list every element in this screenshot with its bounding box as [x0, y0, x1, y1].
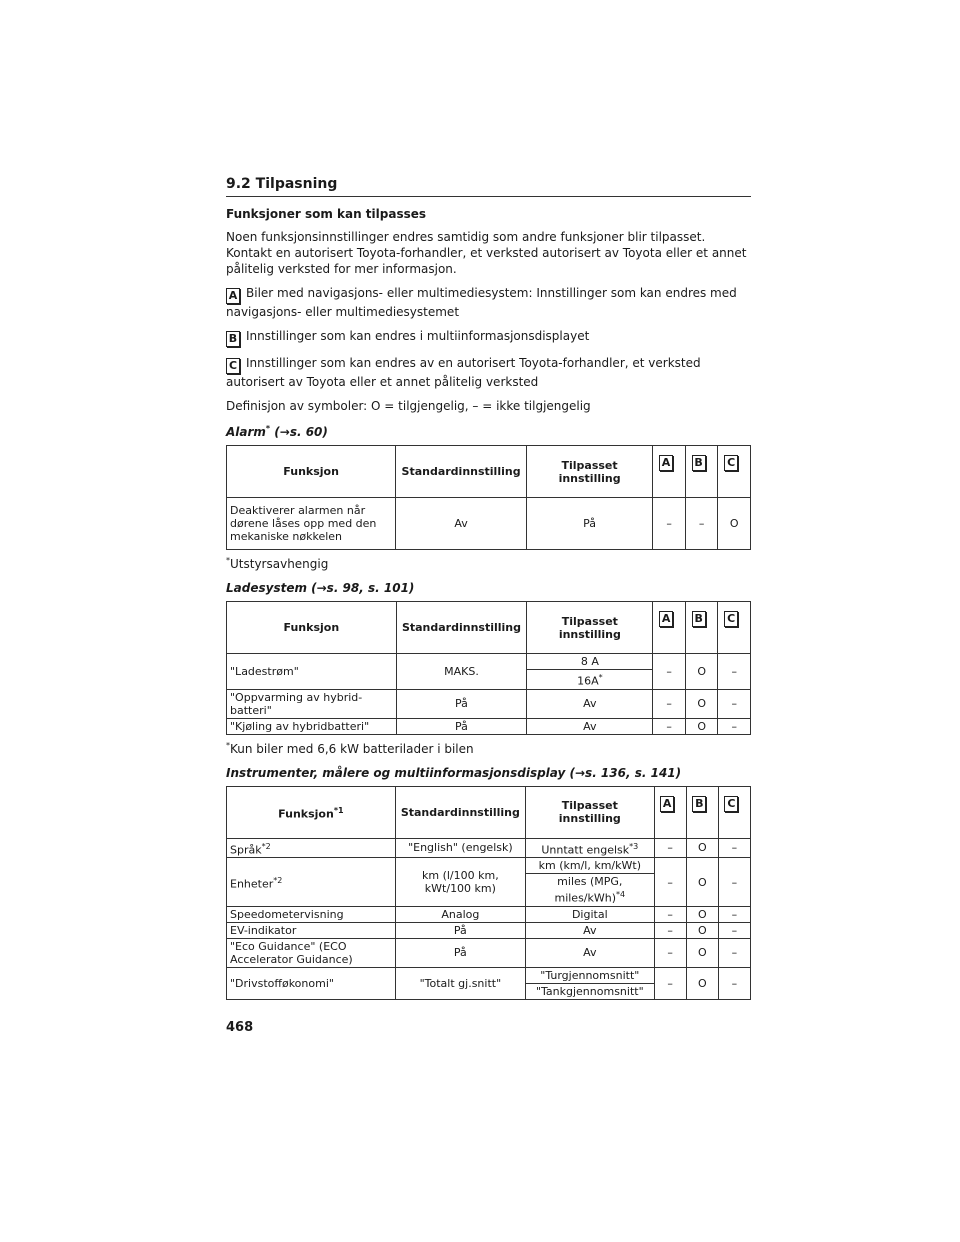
cell-c: – — [718, 689, 751, 718]
header-b — [686, 786, 718, 838]
legend-a-text: Biler med navigasjons- eller multimediesystem: Innstillinger som kan endres med navigasjons- eller multimediesystemet — [226, 286, 737, 319]
page-number: 468 — [226, 1020, 254, 1035]
table-row — [227, 498, 751, 550]
section-title: 9.2 Tilpasning — [226, 176, 751, 197]
a-badge-icon: A — [660, 796, 674, 812]
cell-c: – — [718, 654, 751, 690]
table-header-row — [227, 602, 751, 654]
symbol-definition: Definisjon av symboler: O = tilgjengelig, – = ikke tilgjengelig — [226, 399, 591, 413]
cell-custom: Av — [527, 689, 653, 718]
header-c — [718, 786, 750, 838]
intro-paragraph: Noen funksjonsinnstillinger endres samtidig som andre funksjoner blir tilpasset. Kontakt en autorisert Toyota-forhandler, et verksted autorisert av Toyota eller et annet pålitelig verksted for mer informasjon. — [226, 230, 747, 276]
cell-a: – — [654, 967, 686, 999]
cell-custom: 8 A — [527, 654, 653, 670]
cell-custom: Av — [526, 922, 655, 938]
header-b — [685, 602, 718, 654]
cell-c: – — [718, 838, 750, 858]
cell-default: "English" (engelsk) — [395, 838, 525, 858]
cell-b: O — [685, 654, 718, 690]
a-badge-icon: A — [226, 288, 240, 304]
header-b — [685, 446, 718, 498]
header-a — [654, 786, 686, 838]
cell-custom: Av — [526, 938, 655, 967]
cell-b: O — [686, 938, 718, 967]
cell-custom: miles (MPG, miles/kWh)$^{*4}$ — [526, 874, 655, 907]
b-badge-icon: B — [692, 455, 706, 471]
manual-page — [226, 176, 751, 1000]
alarm-table — [226, 445, 751, 550]
cell-b: O — [685, 718, 718, 734]
cell-custom: Av — [527, 718, 653, 734]
legend-c-text: Innstillinger som kan endres av en autorisert Toyota-forhandler, et verksted autorisert av Toyota eller et annet pålitelig verksted — [226, 356, 701, 389]
cell-custom: km (km/l, km/kWt) — [526, 858, 655, 874]
alarm-table-title: Alarm* (→s. 60) — [226, 424, 328, 439]
header-default: Standardinnstilling — [396, 602, 527, 654]
cell-custom: På — [526, 498, 652, 550]
cell-custom: Unntatt engelsk$^{*3}$ — [526, 838, 655, 858]
header-default: Standardinnstilling — [396, 446, 527, 498]
cell-c: – — [718, 938, 750, 967]
table-row — [227, 938, 751, 967]
alarm-footnote: *Utstyrsavhengig — [226, 556, 329, 571]
header-function: Funksjon — [227, 602, 397, 654]
header-function: Funksjon$^{*1}$ — [227, 786, 396, 838]
cell-a: – — [653, 654, 686, 690]
cell-c: – — [718, 922, 750, 938]
instrument-table-title: Instrumenter, målere og multiinformasjonsdisplay (→s. 136, s. 141) — [226, 765, 682, 780]
cell-default: MAKS. — [396, 654, 527, 690]
table-header-row — [227, 446, 751, 498]
cell-a: – — [653, 689, 686, 718]
cell-default: Analog — [395, 906, 525, 922]
charging-table — [226, 601, 751, 735]
cell-custom: "Tankgjennomsnitt" — [526, 983, 655, 999]
cell-b: O — [686, 906, 718, 922]
legend-a — [226, 285, 751, 320]
cell-a: – — [654, 906, 686, 922]
table-row — [227, 838, 751, 858]
b-badge-icon: B — [692, 611, 706, 627]
cell-default: På — [395, 938, 525, 967]
cell-a: – — [653, 498, 686, 550]
table-row — [227, 689, 751, 718]
legend-b — [226, 328, 751, 347]
cell-function: "Drivstofføkonomi" — [227, 967, 396, 999]
b-badge-icon: B — [692, 796, 706, 812]
cell-b: O — [686, 858, 718, 907]
cell-c: – — [718, 906, 750, 922]
cell-default: Av — [396, 498, 527, 550]
cell-function: "Oppvarming av hybrid-batteri" — [227, 689, 397, 718]
a-badge-icon: A — [659, 611, 673, 627]
instrument-table — [226, 786, 751, 1000]
cell-default: På — [395, 922, 525, 938]
c-badge-icon: C — [724, 796, 738, 812]
cell-b: O — [686, 922, 718, 938]
header-custom: Tilpasset innstilling — [527, 602, 653, 654]
cell-default: "Totalt gj.snitt" — [395, 967, 525, 999]
cell-a: – — [653, 718, 686, 734]
header-custom: Tilpasset innstilling — [526, 786, 655, 838]
table-row — [227, 858, 751, 874]
cell-default: km (l/100 km, kWt/100 km) — [395, 858, 525, 907]
cell-function: Deaktiverer alarmen når dørene låses opp med den mekaniske nøkkelen — [227, 498, 396, 550]
header-function: Funksjon — [227, 446, 396, 498]
cell-c: – — [718, 718, 751, 734]
cell-default: På — [396, 718, 527, 734]
header-a — [653, 602, 686, 654]
cell-custom: 16A* — [527, 670, 653, 690]
cell-function: "Kjøling av hybridbatteri" — [227, 718, 397, 734]
cell-c: – — [718, 858, 750, 907]
cell-function: Speedometervisning — [227, 906, 396, 922]
cell-custom: "Turgjennomsnitt" — [526, 967, 655, 983]
table-row — [227, 906, 751, 922]
cell-c: – — [718, 967, 750, 999]
cell-b: O — [685, 689, 718, 718]
b-badge-icon: B — [226, 331, 240, 347]
table-row — [227, 967, 751, 983]
legend-c — [226, 355, 751, 390]
c-badge-icon: C — [724, 611, 738, 627]
cell-a: – — [654, 838, 686, 858]
cell-c: O — [718, 498, 751, 550]
cell-b: O — [686, 838, 718, 858]
cell-default: På — [396, 689, 527, 718]
cell-custom: Digital — [526, 906, 655, 922]
subheading: Funksjoner som kan tilpasses — [226, 207, 427, 221]
charging-table-title: Ladesystem (→s. 98, s. 101) — [226, 581, 415, 595]
cell-function: EV-indikator — [227, 922, 396, 938]
cell-a: – — [654, 922, 686, 938]
charging-footnote: *Kun biler med 6,6 kW batterilader i bilen — [226, 740, 474, 756]
cell-a: – — [654, 858, 686, 907]
cell-function: Enheter$^{*2}$ — [227, 858, 396, 907]
header-default: Standardinnstilling — [395, 786, 525, 838]
c-badge-icon: C — [226, 358, 240, 374]
legend-b-text: Innstillinger som kan endres i multiinformasjonsdisplayet — [246, 329, 590, 343]
header-custom: Tilpasset innstilling — [526, 446, 652, 498]
table-header-row — [227, 786, 751, 838]
c-badge-icon: C — [724, 455, 738, 471]
header-c — [718, 602, 751, 654]
table-row — [227, 654, 751, 670]
cell-function: Språk$^{*2}$ — [227, 838, 396, 858]
cell-b: O — [686, 967, 718, 999]
header-a — [653, 446, 686, 498]
a-badge-icon: A — [659, 455, 673, 471]
cell-function: "Eco Guidance" (ECO Accelerator Guidance) — [227, 938, 396, 967]
cell-function: "Ladestrøm" — [227, 654, 397, 690]
table-row — [227, 718, 751, 734]
cell-b: – — [685, 498, 718, 550]
cell-a: – — [654, 938, 686, 967]
table-row — [227, 922, 751, 938]
header-c — [718, 446, 751, 498]
